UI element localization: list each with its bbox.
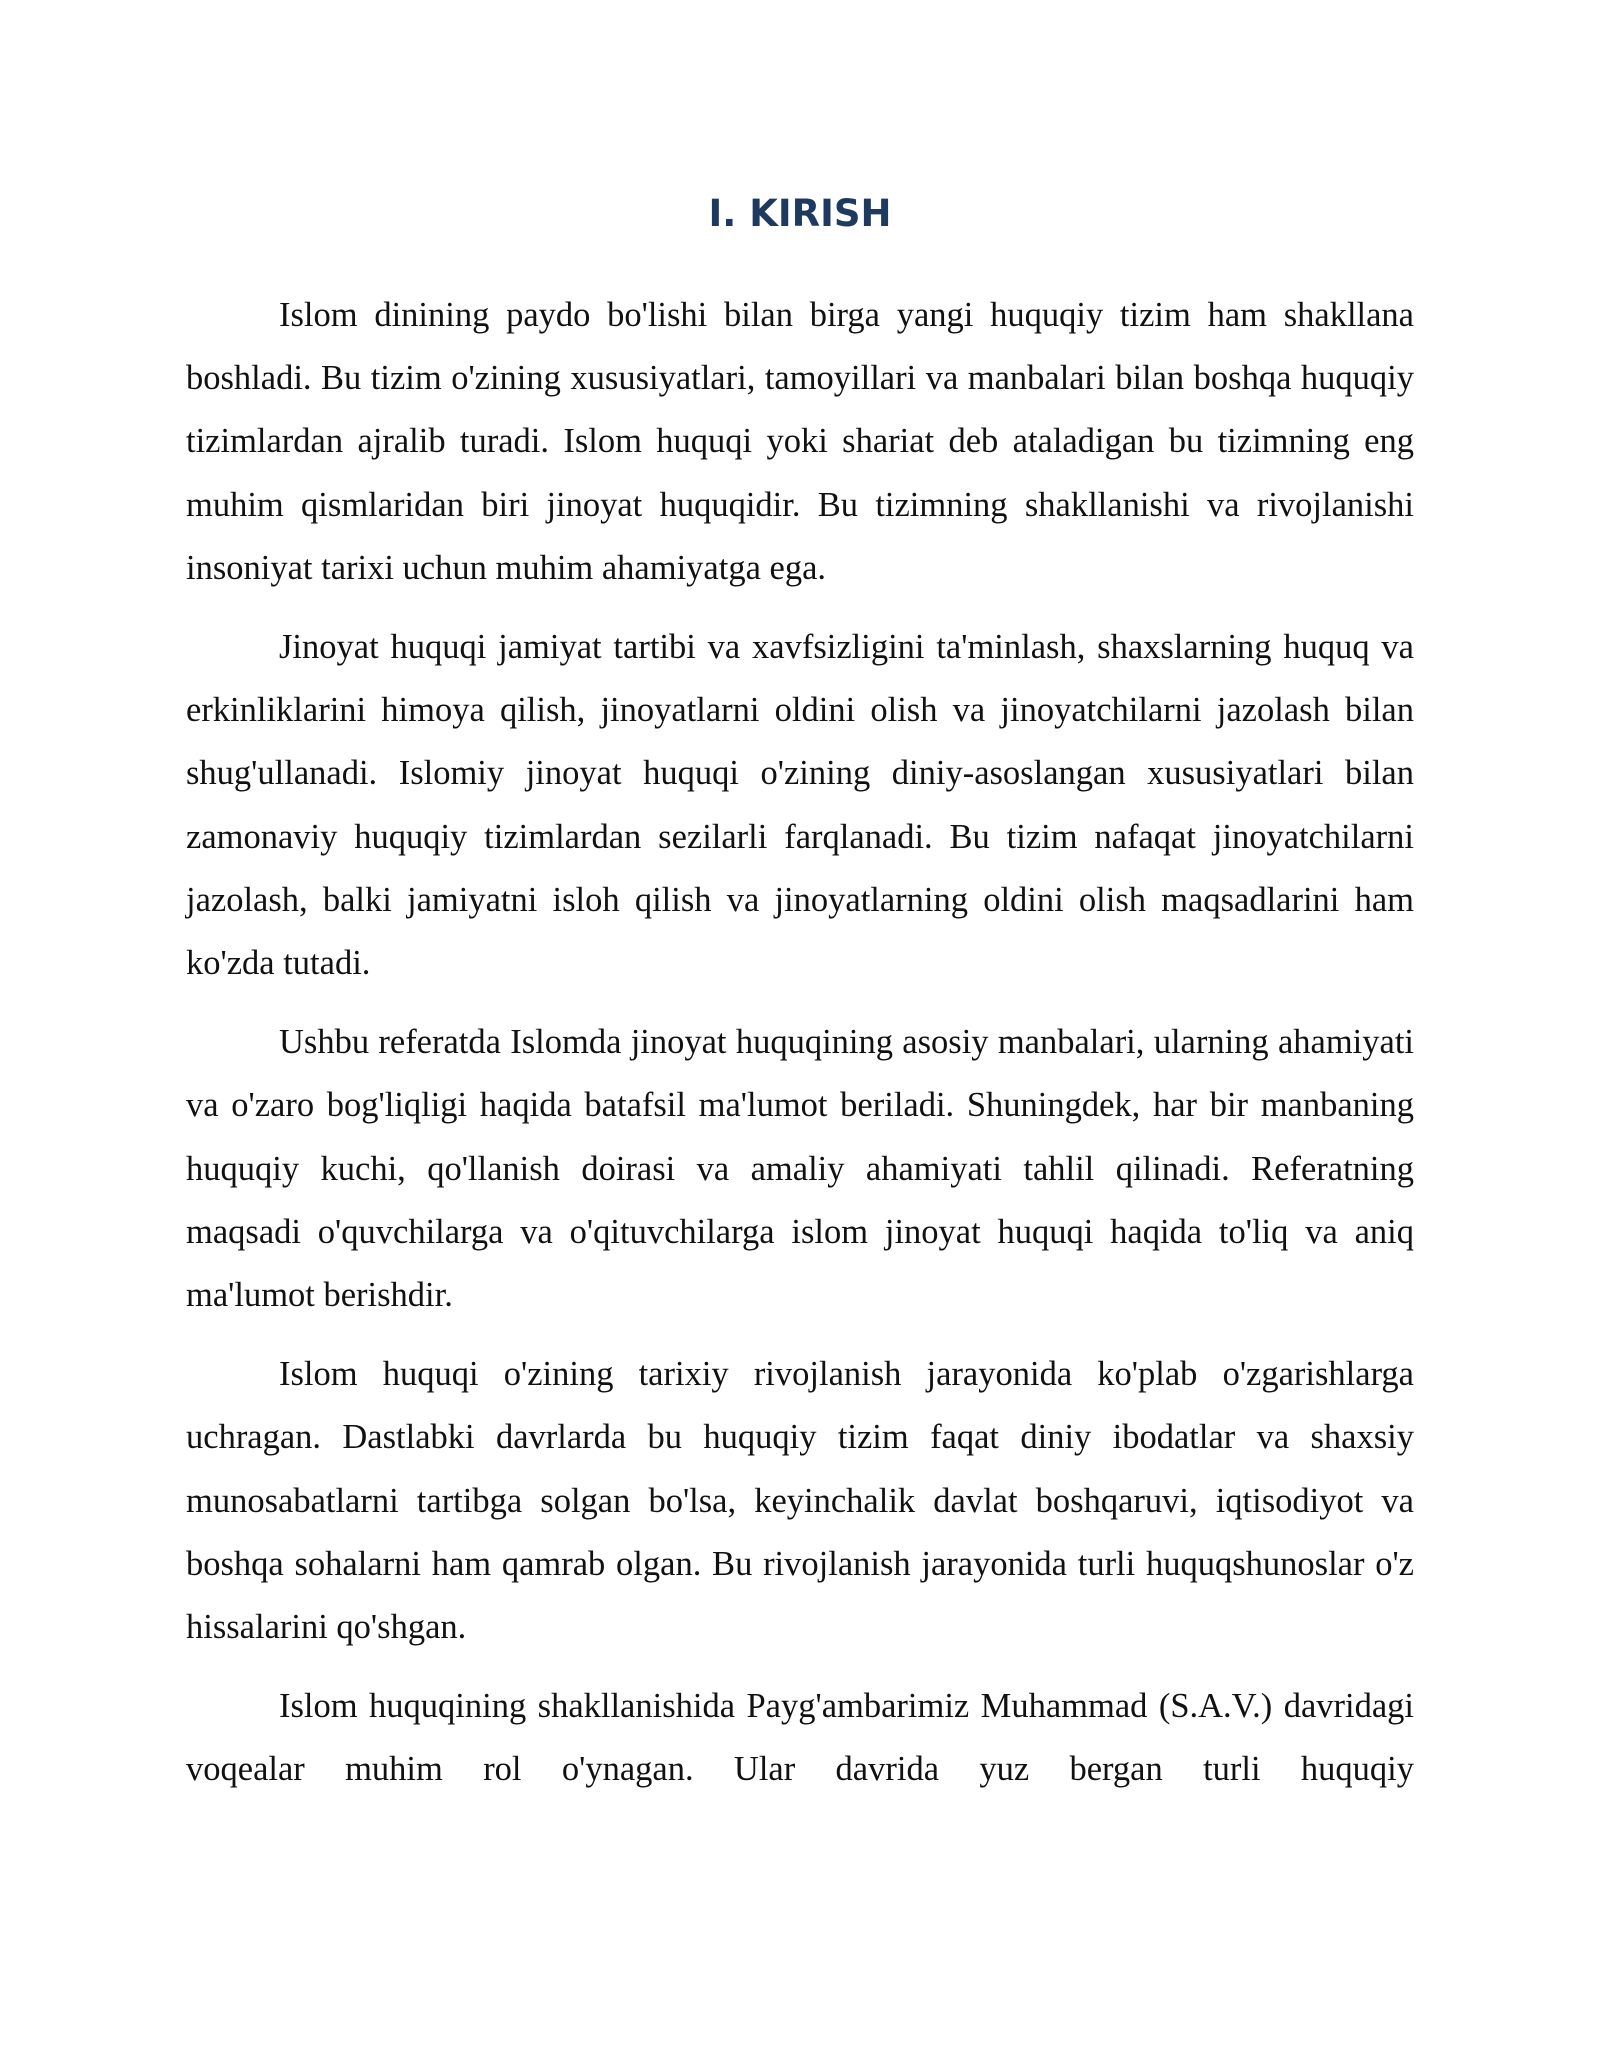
paragraph: Islom dinining paydo bo'lishi bilan birga yangi huquqiy tizim ham shakllana boshladi. Bu tizim o'zining xususiyatlari, tamoyillari va manbalari bilan boshqa huquqiy tizimlardan ajralib turadi. Islom huquqi yoki shariat deb ataladigan bu tizimning eng muhim qismlaridan biri jinoyat huquqidir. Bu tizimning shakllanishi va rivojlanishi insoniyat tarixi uchun muhim ahamiyatga ega. — [186, 296, 1414, 587]
paragraph: Jinoyat huquqi jamiyat tartibi va xavfsizligini ta'minlash, shaxslarning huquq va erkinliklarini himoya qilish, jinoyatlarni oldini olish va jinoyatchilarni jazolash bilan shug'ullanadi. Islomiy jinoyat huquqi o'zining diniy-asoslangan xususiyatlari bilan zamonaviy huquqiy tizimlardan sezilarli farqlanadi. Bu tizim nafaqat jinoyatchilarni jazolash, balki jamiyatni isloh qilish va jinoyatlarning oldini olish maqsadlarini ham ko'zda tutadi. — [186, 628, 1414, 983]
paragraph: Islom huquqi o'zining tarixiy rivojlanish jarayonida ko'plab o'zgarishlarga uchragan. Dastlabki davrlarda bu huquqiy tizim faqat diniy ibodatlar va shaxsiy munosabatlarni tartibga solgan bo'lsa, keyinchalik davlat boshqaruvi, iqtisodiyot va boshqa sohalarni ham qamrab olgan. Bu rivojlanish jarayonida turli huquqshunoslar o'z hissalarini qo'shgan. — [186, 1355, 1414, 1647]
paragraph: Ushbu referatda Islomda jinoyat huquqining asosiy manbalari, ularning ahamiyati va o'zaro bog'liqligi haqida batafsil ma'lumot beriladi. Shuningdek, har bir manbaning huquqiy kuchi, qo'llanish doirasi va amaliy ahamiyati tahlil qilinadi. Referatning maqsadi o'quvchilarga va o'qituvchilarga islom jinoyat huquqi haqida to'liq va aniq ma'lumot berishdir. — [186, 1023, 1414, 1315]
paragraph: Islom huquqining shakllanishida Payg'ambarimiz Muhammad (S.A.V.) davridagi voqealar muhim rol o'ynagan. Ular davrida yuz bergan turli huquqiy — [186, 1687, 1414, 1789]
page-title: I. KIRISH — [708, 192, 892, 235]
document-body — [186, 284, 1414, 1818]
